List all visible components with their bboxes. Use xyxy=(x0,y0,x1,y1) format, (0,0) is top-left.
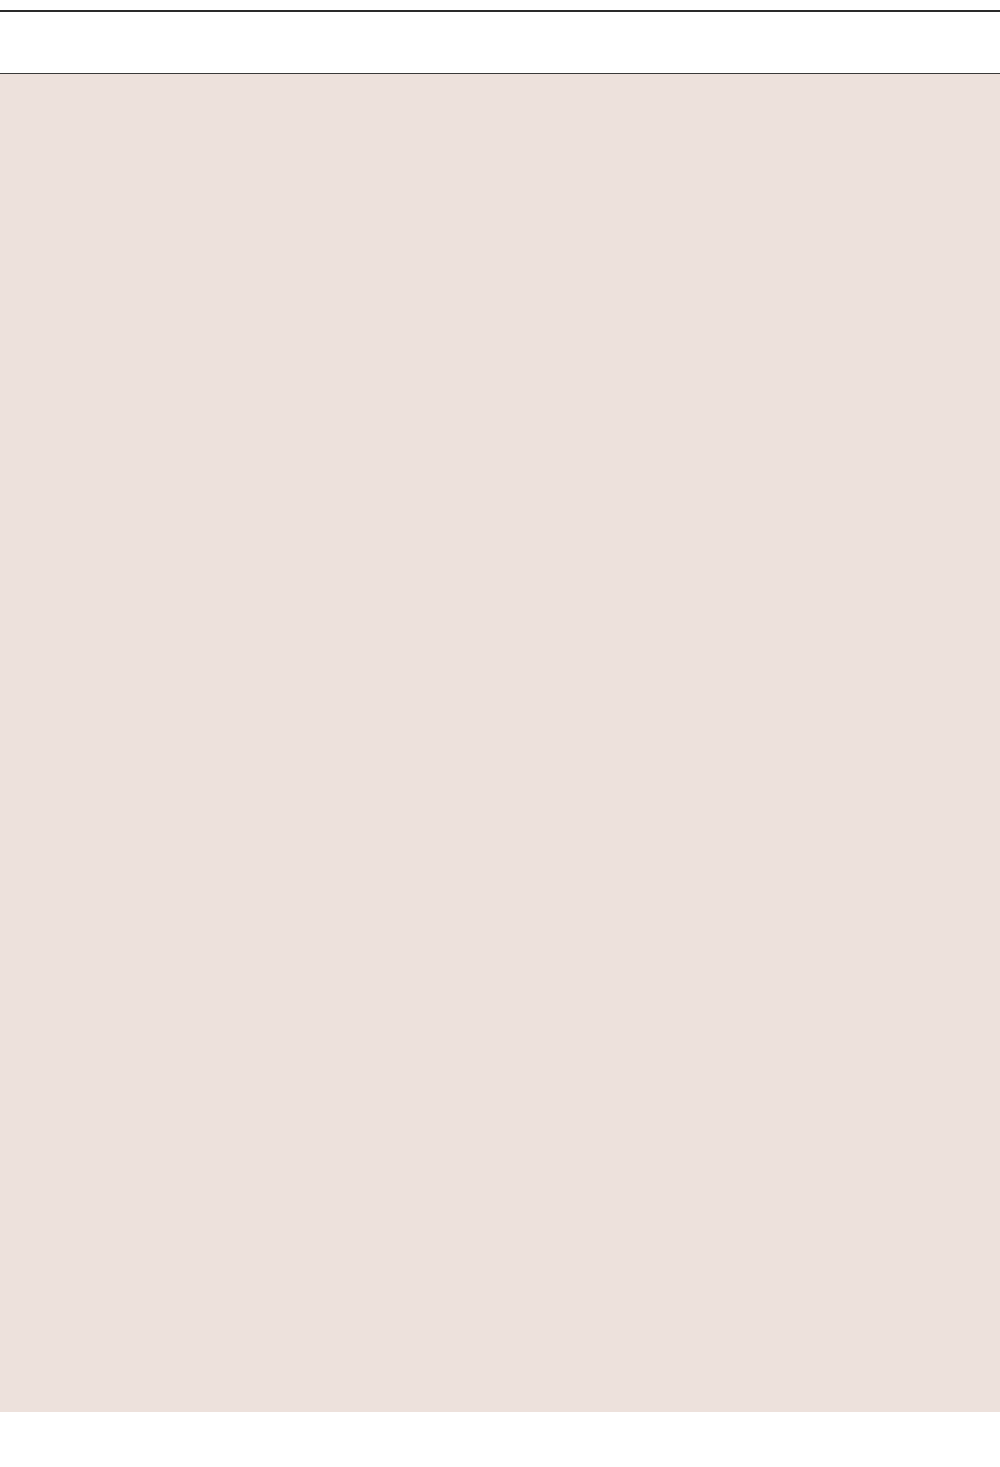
footer xyxy=(0,1412,1000,1467)
table-header xyxy=(0,12,1000,74)
rating-table xyxy=(0,74,1000,1412)
